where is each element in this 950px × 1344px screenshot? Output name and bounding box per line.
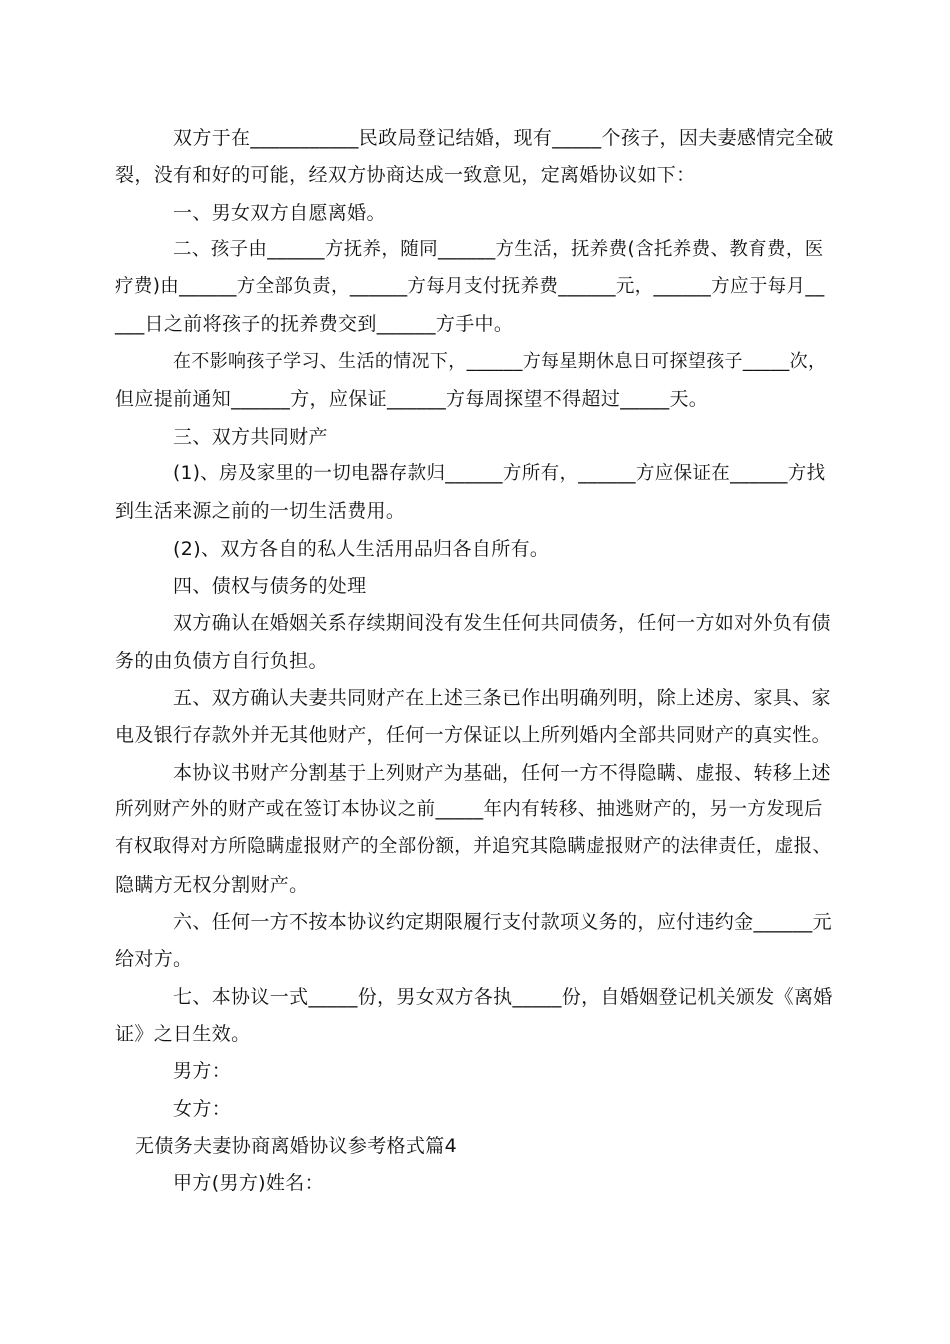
text-line: 务的由负债方自行负担。: [115, 650, 328, 672]
text-line: 双方确认在婚姻关系存续期间没有发生任何共同债务，任何一方如对外负有债: [173, 612, 831, 634]
section-heading: 四、债权与债务的处理: [173, 575, 367, 597]
text-line: 六、任何一方不按本协议约定期限履行支付款项义务的，应付违约金______元: [173, 911, 832, 933]
text-line: 双方于在___________民政局登记结婚，现有_____个孩子，因夫妻感情完全破: [173, 127, 834, 149]
text-line: 电及银行存款外并无其他财产，任何一方保证以上所列婚内全部共同财产的真实性。: [115, 724, 831, 746]
text-line: 隐瞒方无权分割财产。: [115, 874, 309, 896]
text-line: (2)、双方各自的私人生活用品归各自所有。: [173, 538, 550, 560]
text-line: ___日之前将孩子的抚养费交到______方手中。: [115, 313, 514, 335]
text-line: 有权取得对方所隐瞒虚报财产的全部份额，并追究其隐瞒虚报财产的法律责任，虚报、: [115, 836, 832, 857]
text-line: 疗费)由______方全部负责，______方每月支付抚养费______元，______方应于每月__: [115, 276, 825, 297]
text-line: 甲方(男方)姓名：: [173, 1172, 324, 1194]
text-line: 给对方。: [115, 948, 193, 970]
signature-label-female: 女方：: [173, 1098, 232, 1120]
text-line: 所列财产外的财产或在签订本协议之前_____年内有转移、抽逃财产的，另一方发现后: [115, 799, 823, 820]
text-line: 但应提前通知______方，应保证______方每周探望不得超过_____天。: [115, 388, 709, 410]
text-line: 七、本协议一式_____份，男女双方各执_____份，自婚姻登记机关颁发《离婚: [173, 986, 833, 1008]
signature-label-male: 男方：: [173, 1060, 232, 1082]
text-line: (1)、房及家里的一切电器存款归______方所有，______方应保证在______方找: [173, 463, 826, 484]
text-line: 证》之日生效。: [115, 1023, 251, 1045]
text-line: 五、双方确认夫妻共同财产在上述三条已作出明确列明，除上述房、家具、家: [173, 687, 831, 709]
text-line: 一、男女双方自愿离婚。: [173, 202, 386, 224]
text-line: 本协议书财产分割基于上列财产为基础，任何一方不得隐瞒、虚报、转移上述: [173, 762, 831, 784]
text-line: 二、孩子由______方抚养，随同______方生活，抚养费(含托养费、教育费，医: [173, 239, 824, 260]
text-line: 裂，没有和好的可能，经双方协商达成一致意见，定离婚协议如下：: [115, 164, 696, 186]
section-heading: 三、双方共同财产: [173, 426, 328, 448]
text-line: 到生活来源之前的一切生活费用。: [115, 500, 406, 522]
article-title: 无债务夫妻协商离婚协议参考格式篇4: [135, 1135, 458, 1157]
text-line: 在不影响孩子学习、生活的情况下，______方每星期休息日可探望孩子_____次，: [173, 351, 827, 372]
